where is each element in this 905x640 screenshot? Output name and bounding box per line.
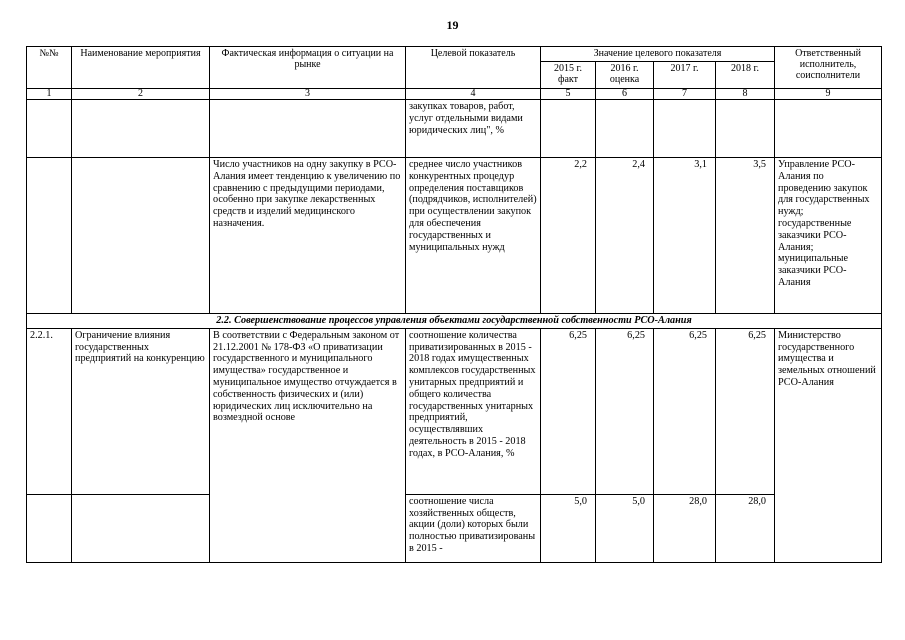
- column-index: 5: [541, 89, 596, 100]
- fact-cell: Число участников на одну закупку в РСО-Алания имеет тенденцию к увеличению по сравнению с предыдущими периодами, особенно при закупке лекарственных средств и изделий медицинского назначения.: [210, 158, 406, 314]
- header-target: Целевой показатель: [406, 47, 541, 89]
- column-index: 8: [716, 89, 775, 100]
- target-cell: соотношение числа хозяйственных обществ, акции (доли) которых были полностью приватизированы в 2015 -: [406, 494, 541, 562]
- header-2015: 2015 г. факт: [541, 62, 596, 89]
- section-row: [27, 314, 882, 329]
- target-cell: среднее число участников конкурентных процедур определения поставщиков (подрядчиков, исполнителей) при осуществлении закупок для обеспечения государственных и муниципальных нужд: [406, 158, 541, 314]
- target-indicators-table: [26, 46, 882, 563]
- value-2017: 6,25: [654, 328, 716, 494]
- header-responsible: Ответственный исполнитель, соисполнители: [775, 47, 882, 89]
- responsible-cell: Министерство государственного имущества и земельных отношений РСО-Алания: [775, 328, 882, 562]
- column-index: 1: [27, 89, 72, 100]
- value-2017: 28,0: [654, 494, 716, 562]
- page-number: 19: [446, 18, 459, 32]
- table-row: [27, 494, 882, 562]
- value-2018: 3,5: [716, 158, 775, 314]
- value-2018: 6,25: [716, 328, 775, 494]
- header-2018: 2018 г.: [716, 62, 775, 89]
- value-2015: 6,25: [541, 328, 596, 494]
- header-name: Наименование мероприятия: [72, 47, 210, 89]
- value-2017: 3,1: [654, 158, 716, 314]
- value-2018: 28,0: [716, 494, 775, 562]
- column-index: 4: [406, 89, 541, 100]
- fact-cell: В соответствии с Федеральным законом от 21.12.2001 № 178-ФЗ «О приватизации государственного и муниципального имущества» государственное и муниципальное имущество отчуждается в собственность физических и (или) юридических лиц исключительно на возмездной основе: [210, 328, 406, 562]
- section-title: 2.2. Совершенствование процессов управления объектами государственной собственности РСО-Алания: [27, 314, 882, 329]
- header-2017: 2017 г.: [654, 62, 716, 89]
- value-2015: 2,2: [541, 158, 596, 314]
- column-index: 7: [654, 89, 716, 100]
- header-num: №№: [27, 47, 72, 89]
- table-row: [27, 328, 882, 494]
- target-cell: соотношение количества приватизированных в 2015 - 2018 годах имущественных комплексов государственных унитарных предприятий и общего количества государственных унитарных предприятий, осуществлявших деятельность в 2015 - 2018 годах, в РСО-Алания, %: [406, 328, 541, 494]
- column-index: 6: [596, 89, 654, 100]
- header-fact: Фактическая информация о ситуации на рынке: [210, 47, 406, 89]
- value-2016: 6,25: [596, 328, 654, 494]
- header-2016: 2016 г. оценка: [596, 62, 654, 89]
- value-2015: 5,0: [541, 494, 596, 562]
- target-cell: закупках товаров, работ, услуг отдельными видами юридических лиц", %: [406, 100, 541, 158]
- column-index: 2: [72, 89, 210, 100]
- header-values: Значение целевого показателя: [541, 47, 775, 62]
- name-cell: Ограничение влияния государственных предприятий на конкуренцию: [72, 328, 210, 494]
- column-index: 9: [775, 89, 882, 100]
- column-index-row: [27, 89, 882, 100]
- table-row-continued: [27, 100, 882, 158]
- value-2016: 5,0: [596, 494, 654, 562]
- responsible-cell: Управление РСО-Алания по проведению закупок для государственных нужд; государственные заказчики РСО-Алания; муниципальные заказчики РСО-Алания: [775, 158, 882, 314]
- value-2016: 2,4: [596, 158, 654, 314]
- row-number: 2.2.1.: [27, 328, 72, 494]
- column-index: 3: [210, 89, 406, 100]
- table-row: [27, 158, 882, 314]
